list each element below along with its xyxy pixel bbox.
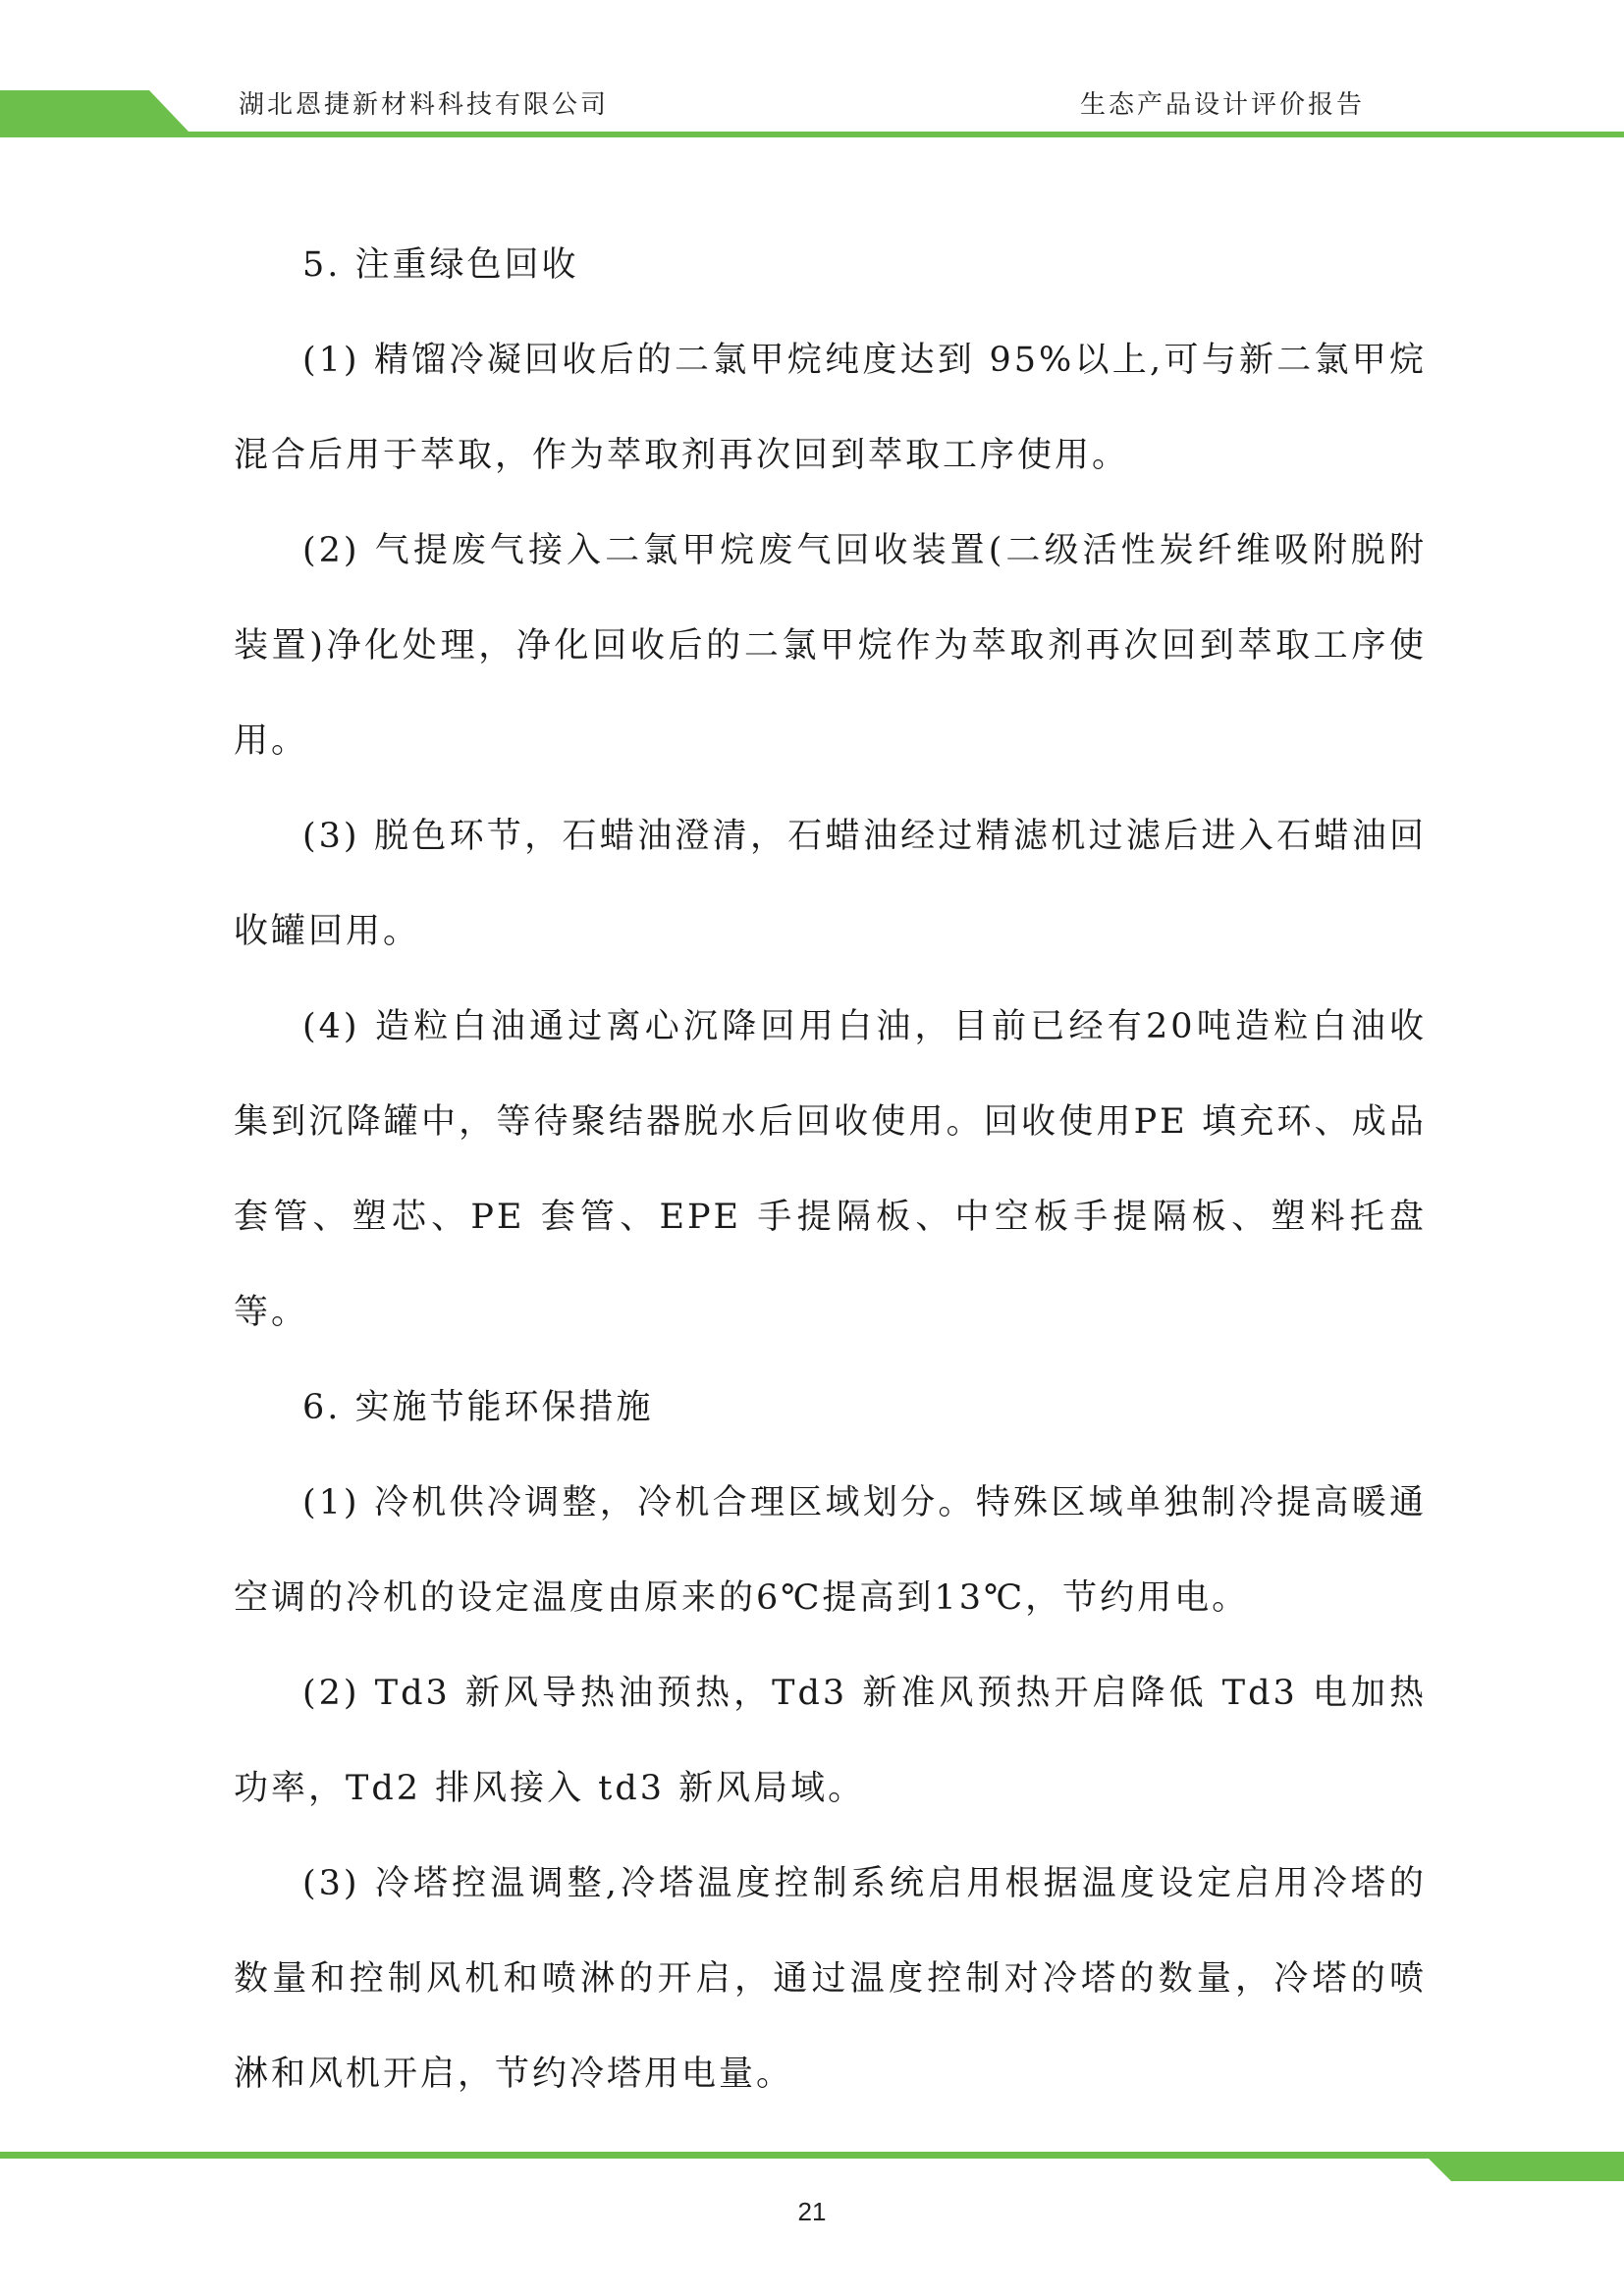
- page-header: [0, 0, 1624, 147]
- header-rule: [0, 132, 1624, 137]
- footer-decoration: [0, 2140, 1624, 2189]
- paragraph-recycling-3: (3) 脱色环节，石蜡油澄清，石蜡油经过精滤机过滤后进入石蜡油回收罐回用。: [234, 817, 1427, 951]
- paragraph-energy-1: (1) 冷机供冷调整，冷机合理区域划分。特殊区域单独制冷提高暖通空调的冷机的设定温度由原来的6℃提高到13℃，节约用电。: [234, 1483, 1427, 1618]
- section-heading-green-recycling: 5. 注重绿色回收: [302, 245, 579, 285]
- footer-rule: [0, 2152, 1624, 2159]
- header-green-tab: [0, 90, 189, 132]
- paragraph-energy-2: (2) Td3 新风导热油预热，Td3 新准风预热开启降低 Td3 电加热功率，Td2 排风接入 td3 新风局域。: [234, 1674, 1427, 1808]
- section-heading-energy-saving: 6. 实施节能环保措施: [302, 1388, 654, 1427]
- header-decoration: [0, 0, 1624, 147]
- page-number: 21: [797, 2197, 827, 2226]
- document-body: [234, 218, 1427, 2122]
- paragraph-energy-3: (3) 冷塔控温调整,冷塔温度控制系统启用根据温度设定启用冷塔的数量和控制风机和喷淋的开启，通过温度控制对冷塔的数量，冷塔的喷淋和风机开启，节约冷塔用电量。: [234, 1864, 1427, 2094]
- paragraph-recycling-4: (4) 造粒白油通过离心沉降回用白油，目前已经有20吨造粒白油收集到沉降罐中，等待聚结器脱水后回收使用。回收使用PE 填充环、成品套管、塑芯、PE 套管、EPE 手提隔板、中空板手提隔板、塑料托盘等。: [234, 1007, 1427, 1332]
- header-company-name: 湖北恩捷新材料科技有限公司: [239, 90, 610, 120]
- paragraph-recycling-2: (2) 气提废气接入二氯甲烷废气回收装置(二级活性炭纤维吸附脱附装置)净化处理，净化回收后的二氯甲烷作为萃取剂再次回到萃取工序使用。: [234, 531, 1427, 761]
- footer-green-tab: [1429, 2159, 1624, 2181]
- header-report-title: 生态产品设计评价报告: [1080, 90, 1366, 120]
- paragraph-recycling-1: (1) 精馏冷凝回收后的二氯甲烷纯度达到 95%以上,可与新二氯甲烷混合后用于萃取，作为萃取剂再次回到萃取工序使用。: [234, 341, 1427, 475]
